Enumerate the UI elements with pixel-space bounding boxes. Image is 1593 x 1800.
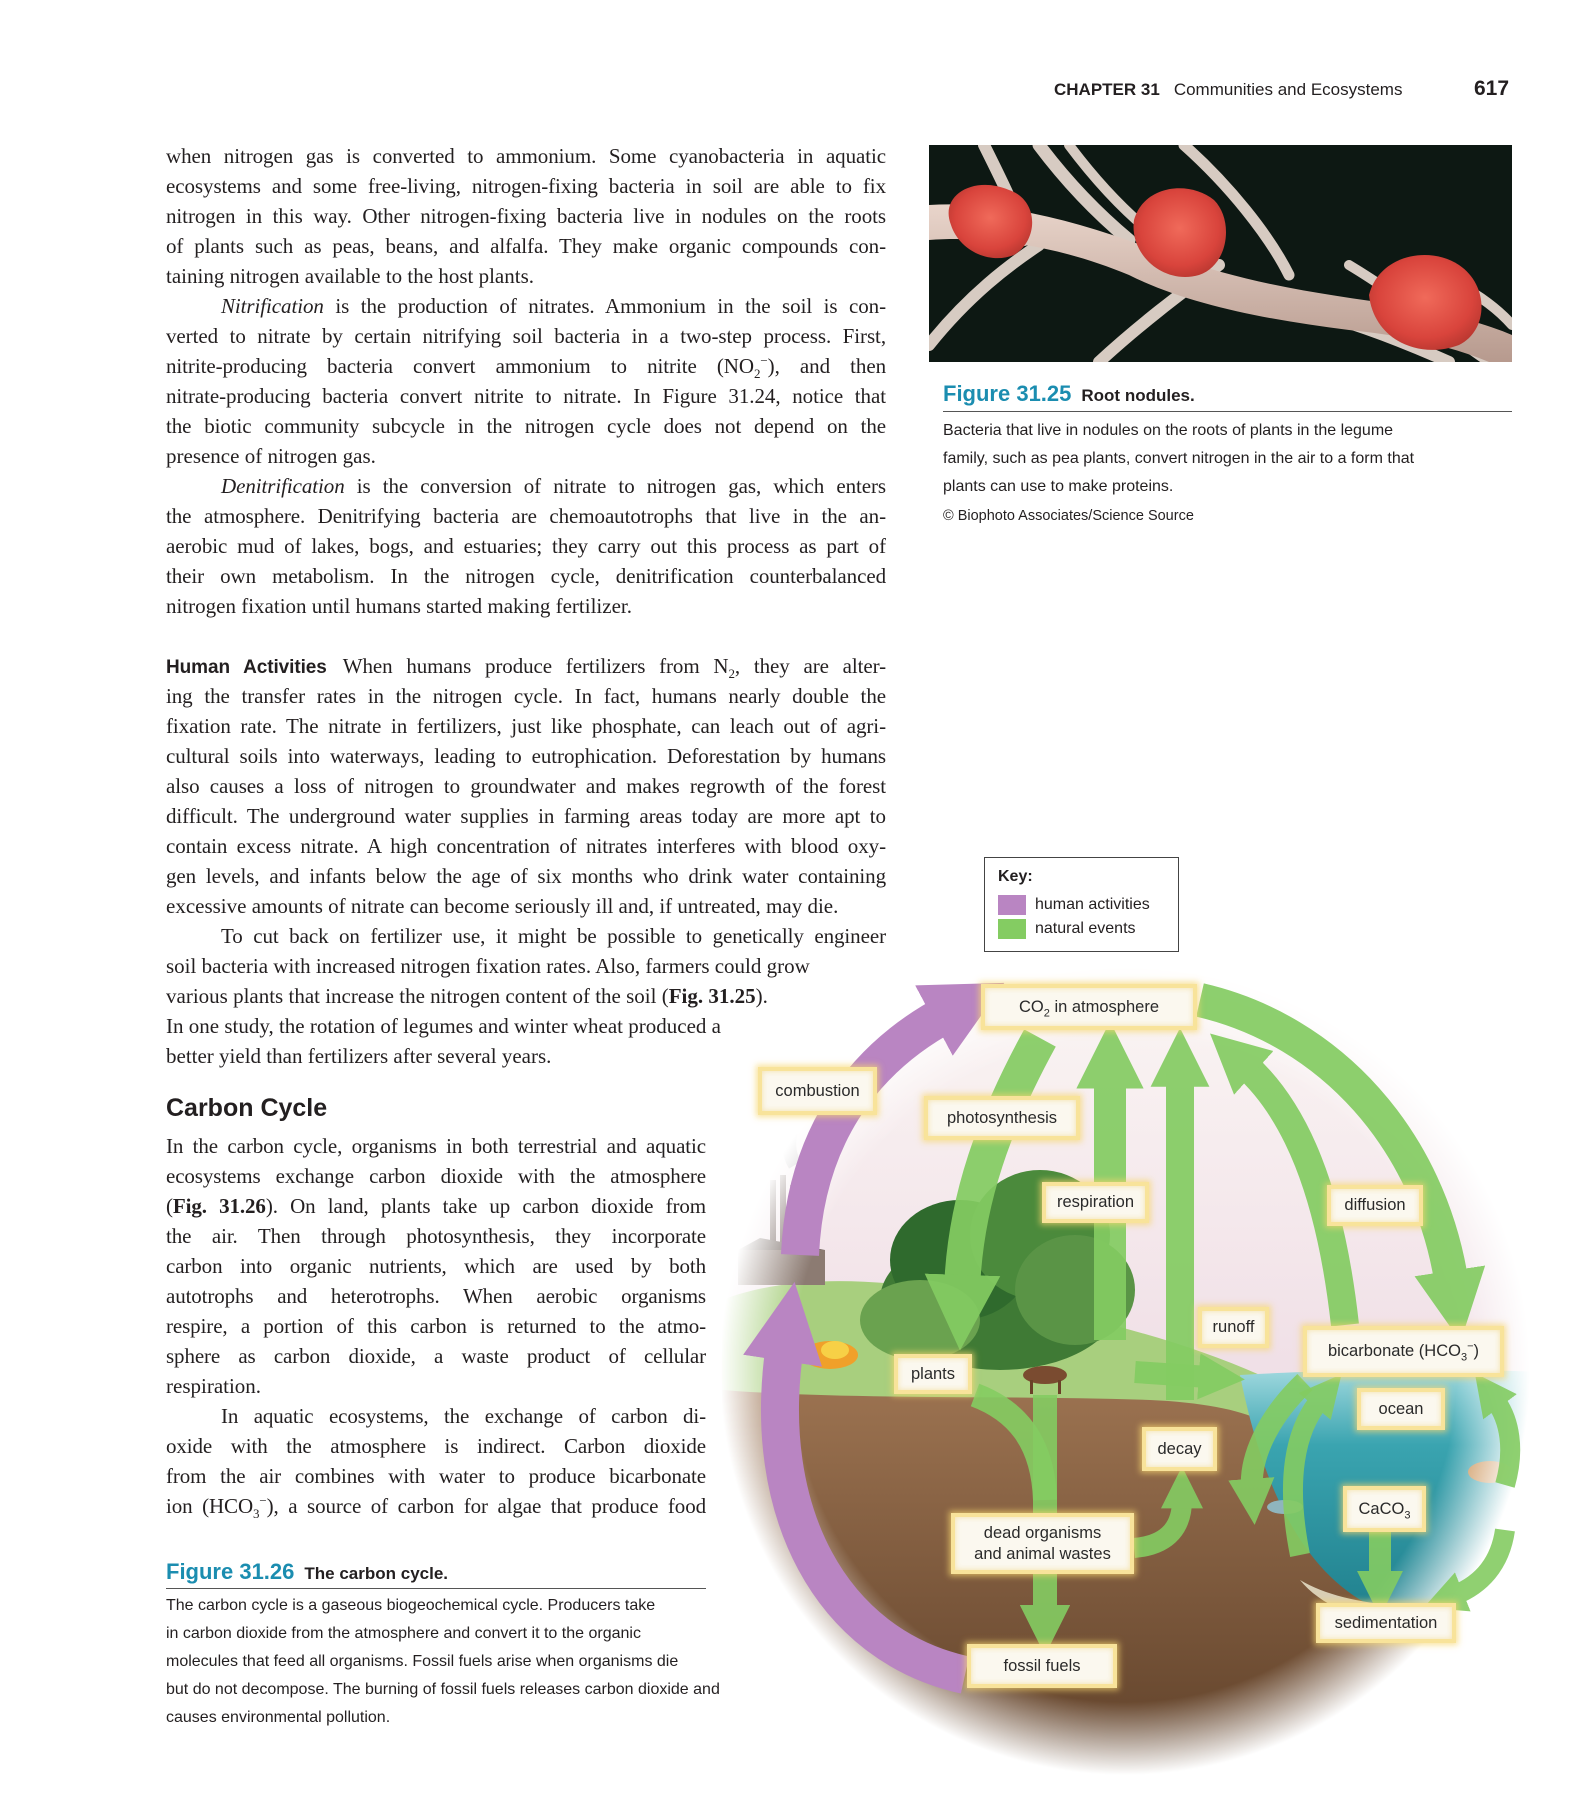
text-run: nitrite-producing bacteria convert ammonium to nitrite (NO [166,354,754,378]
text-line [166,531,886,561]
figure-31-25-caption [943,417,1523,501]
text-run: nitrogen in this way. Other nitrogen-fixing bacteria live in nodules on the roots [166,204,886,228]
runoff-arrow [1135,1372,1208,1377]
text-line [166,381,886,411]
text-run: ), a source of carbon for algae that produce food [266,1494,706,1518]
text-run: various plants that increase the nitrogen content of the soil ( [166,984,669,1008]
text-line [166,1251,706,1281]
text-run: soil bacteria with increased nitrogen fixation rates. Also, farmers could grow [166,954,810,978]
text-run: aerobic mud of lakes, bogs, and estuaries; they carry out this process as part of [166,534,886,558]
text-run: To cut back on fertilizer use, it might be possible to genetically engineer [221,924,886,948]
text-line [166,591,886,621]
key-label: human activities [1035,896,1150,913]
text-line [166,1461,706,1491]
text-line [166,321,886,351]
text-run: verted to nitrate by certain nitrifying soil bacteria in a two-step process. First, [166,324,886,348]
text-line [166,1281,706,1311]
label-ocean: ocean [1357,1388,1445,1430]
caption-line: in carbon dioxide from the atmosphere and convert it to the organic [166,1625,641,1642]
text-run: ), and then [767,354,886,378]
label-decay: decay [1142,1427,1217,1471]
key-item-human [998,895,1150,915]
text-line [166,681,886,711]
text-run: contain excess nitrate. A high concentration of nitrates interferes with blood oxy- [166,834,886,858]
text-line [166,141,886,171]
text-run: ecosystems exchange carbon dioxide with the atmosphere [166,1164,706,1188]
text-run: nitrogen fixation until humans started making fertilizer. [166,594,632,618]
text-line [166,411,886,441]
figure-31-25-heading [943,381,1195,407]
label-text: CaCO [1358,1499,1405,1518]
key-title: Key: [998,868,1033,885]
caption-line: but do not decompose. The burning of fossil fuels releases carbon dioxide and [166,1681,720,1698]
text-run: the air. Then through photosynthesis, they incorporate [166,1224,706,1248]
label-co2-atmosphere [981,984,1197,1030]
key-item-natural [998,919,1136,939]
caption-line: causes environmental pollution. [166,1709,391,1726]
text-run: Denitrification [221,474,345,498]
text-line [166,1371,706,1401]
paragraph [166,921,886,1071]
text-line [166,1341,706,1371]
carbon-text [166,1131,706,1521]
label-plants: plants [894,1354,972,1394]
figure-number: Figure 31.25 [943,381,1072,406]
text-run: − [259,1493,267,1508]
text-run: the biotic community subcycle in the nitrogen cycle does not depend on the [166,414,886,438]
chapter-number: CHAPTER 31 [1054,80,1160,99]
figure-title: The carbon cycle. [304,1564,449,1583]
text-run: When humans produce fertilizers from N [342,654,729,678]
label-dead-organisms [951,1513,1134,1574]
fire [802,1341,858,1369]
text-run: fixation rate. The nitrate in fertilizers, just like phosphate, can leach out of agri- [166,714,886,738]
caption-line: The carbon cycle is a gaseous biogeochemical cycle. Producers take [166,1597,656,1614]
label-text: CO [1018,997,1044,1016]
page-number: 617 [1474,77,1510,100]
text-line [166,1011,886,1041]
caption-line: molecules that feed all organisms. Fossil fuels arise when organisms die [166,1653,679,1670]
text-line [166,771,886,801]
label-caco3 [1343,1486,1426,1532]
paragraph [166,651,886,921]
text-line [166,891,886,921]
figure-title: Root nodules. [1081,386,1195,405]
text-run: ecosystems and some free-living, nitrogen-fixing bacteria in soil are able to fix [166,174,886,198]
text-line [166,561,886,591]
label-fossil-fuels: fossil fuels [967,1644,1117,1688]
text-line [166,921,886,951]
text-run: is the conversion of nitrate to nitrogen gas, which enters [344,474,886,498]
root-nodules-image [929,145,1512,362]
text-run: ing the transfer rates in the nitrogen cycle. In fact, humans nearly double the [166,684,886,708]
label-subscript: 3 [1404,1508,1411,1521]
text-run: carbon into organic nutrients, which are used by both [166,1254,706,1278]
text-run: autotrophs and heterotrophs. When aerobic organisms [166,1284,706,1308]
nitrogen-text [166,141,886,621]
paragraph [166,141,886,291]
text-run: , they are alter- [734,654,886,678]
text-run: Fig. 31.26 [172,1194,266,1218]
text-run: In one study, the rotation of legumes and winter wheat produced a [166,1014,721,1038]
text-run: sphere as carbon dioxide, a waste product of cellular [166,1344,706,1368]
key-label: natural events [1035,920,1136,937]
text-line [166,861,886,891]
text-run: − [760,353,768,368]
label-superscript: − [1467,1340,1474,1353]
text-line [166,441,886,471]
text-line [166,231,886,261]
text-line [166,1401,706,1431]
text-run: ( [166,1194,173,1218]
text-run: 3 [253,1506,260,1521]
text-line [166,1491,706,1521]
text-run: 2 [728,666,735,681]
text-run: ). [755,984,768,1008]
caption-line: family, such as pea plants, convert nitrogen in the air to a form that [943,450,1415,467]
text-line [166,1191,706,1221]
text-run: the atmosphere. Denitrifying bacteria are chemoautotrophs that live in the an- [166,504,886,528]
text-run: better yield than fertilizers after several years. [166,1044,552,1068]
root-nodules-photo [929,145,1512,362]
paragraph [166,1401,706,1521]
label-combustion: combustion [758,1067,877,1115]
text-run: respiration. [166,1374,262,1398]
label-text: in atmosphere [1049,997,1160,1016]
chapter-title: Communities and Ecosystems [1173,80,1403,99]
label-respiration: respiration [1042,1182,1149,1223]
paragraph [166,1131,706,1401]
label-text: and animal wastes [974,1544,1111,1563]
text-line [166,291,886,321]
text-line [166,201,886,231]
text-run: excessive amounts of nitrate can become seriously ill and, if untreated, may die. [166,894,839,918]
label-text: bicarbonate (HCO [1327,1342,1461,1360]
text-line [166,801,886,831]
text-run: from the air combines with water to produce bicarbonate [166,1464,706,1488]
text-line [166,1431,706,1461]
text-run: ). On land, plants take up carbon dioxide from [265,1194,706,1218]
running-header [1054,80,1402,100]
figure-31-26-heading [166,1559,448,1585]
label-photosynthesis: photosynthesis [924,1096,1080,1140]
text-run: their own metabolism. In the nitrogen cycle, denitrification counterbalanced [166,564,886,588]
text-line [166,1221,706,1251]
text-run: taining nitrogen available to the host plants. [166,264,535,288]
photo-credit: © Biophoto Associates/Science Source [943,508,1194,524]
caption-rule [166,1588,706,1589]
caption-rule [943,411,1512,412]
text-run: is the production of nitrates. Ammonium in the soil is con- [323,294,886,318]
text-run: In aquatic ecosystems, the exchange of carbon di- [221,1404,706,1428]
paragraph [166,471,886,621]
section-heading-carbon-cycle: Carbon Cycle [166,1094,328,1122]
text-run: Fig. 31.25 [668,984,756,1008]
figure-31-26-caption [166,1592,866,1732]
text-run: respire, a portion of this carbon is returned to the atmo- [166,1314,706,1338]
label-bicarbonate [1303,1326,1504,1377]
label-text: ) [1473,1342,1480,1360]
label-sedimentation: sedimentation [1316,1603,1456,1643]
text-line [166,1161,706,1191]
label-subscript: 2 [1043,1006,1050,1019]
label-runoff: runoff [1198,1307,1269,1348]
purple-swatch-icon [998,895,1026,915]
text-line [166,1131,706,1161]
text-run: In the carbon cycle, organisms in both terrestrial and aquatic [166,1134,706,1158]
human-activities-section [166,651,886,1071]
text-line [166,171,886,201]
text-run: 2 [753,366,761,381]
text-run: also causes a loss of nitrogen to groundwater and makes regrowth of the forest [166,774,886,798]
text-line [166,471,886,501]
run-in-heading: Human Activities [166,657,327,678]
caption-line: Bacteria that live in nodules on the roots of plants in the legume [943,422,1394,439]
text-line [166,501,886,531]
text-line [166,1041,886,1071]
text-run: when nitrogen gas is converted to ammonium. Some cyanobacteria in aquatic [166,144,886,168]
figure-number: Figure 31.26 [166,1559,295,1584]
label-diffusion: diffusion [1327,1185,1423,1226]
text-line [166,1311,706,1341]
text-line [166,951,886,981]
text-line [166,351,886,381]
green-swatch-icon [998,919,1026,939]
text-line [166,741,886,771]
text-run: cultural soils into waterways, leading to eutrophication. Deforestation by humans [166,744,886,768]
label-subscript: 3 [1460,1351,1468,1364]
text-run: gen levels, and infants below the age of six months who drink water containing [166,864,886,888]
label-text: dead organisms [983,1523,1102,1542]
text-run: nitrate-producing bacteria convert nitrite to nitrate. In Figure 31.24, notice that [166,384,886,408]
text-run: presence of nitrogen gas. [166,444,376,468]
legend-key [984,857,1179,952]
text-run: oxide with the atmosphere is indirect. Carbon dioxide [166,1434,706,1458]
text-line [166,831,886,861]
text-line [166,261,886,291]
text-run: Nitrification [221,294,324,318]
text-line [166,711,886,741]
text-run: of plants such as peas, beans, and alfalfa. They make organic compounds con- [166,234,886,258]
text-line [166,651,886,681]
caption-line: plants can use to make proteins. [943,478,1174,495]
text-run: ion (HCO [166,1494,254,1518]
text-run: difficult. The underground water supplies in farming areas today are more apt to [166,804,886,828]
text-line [166,981,886,1011]
paragraph [166,291,886,471]
